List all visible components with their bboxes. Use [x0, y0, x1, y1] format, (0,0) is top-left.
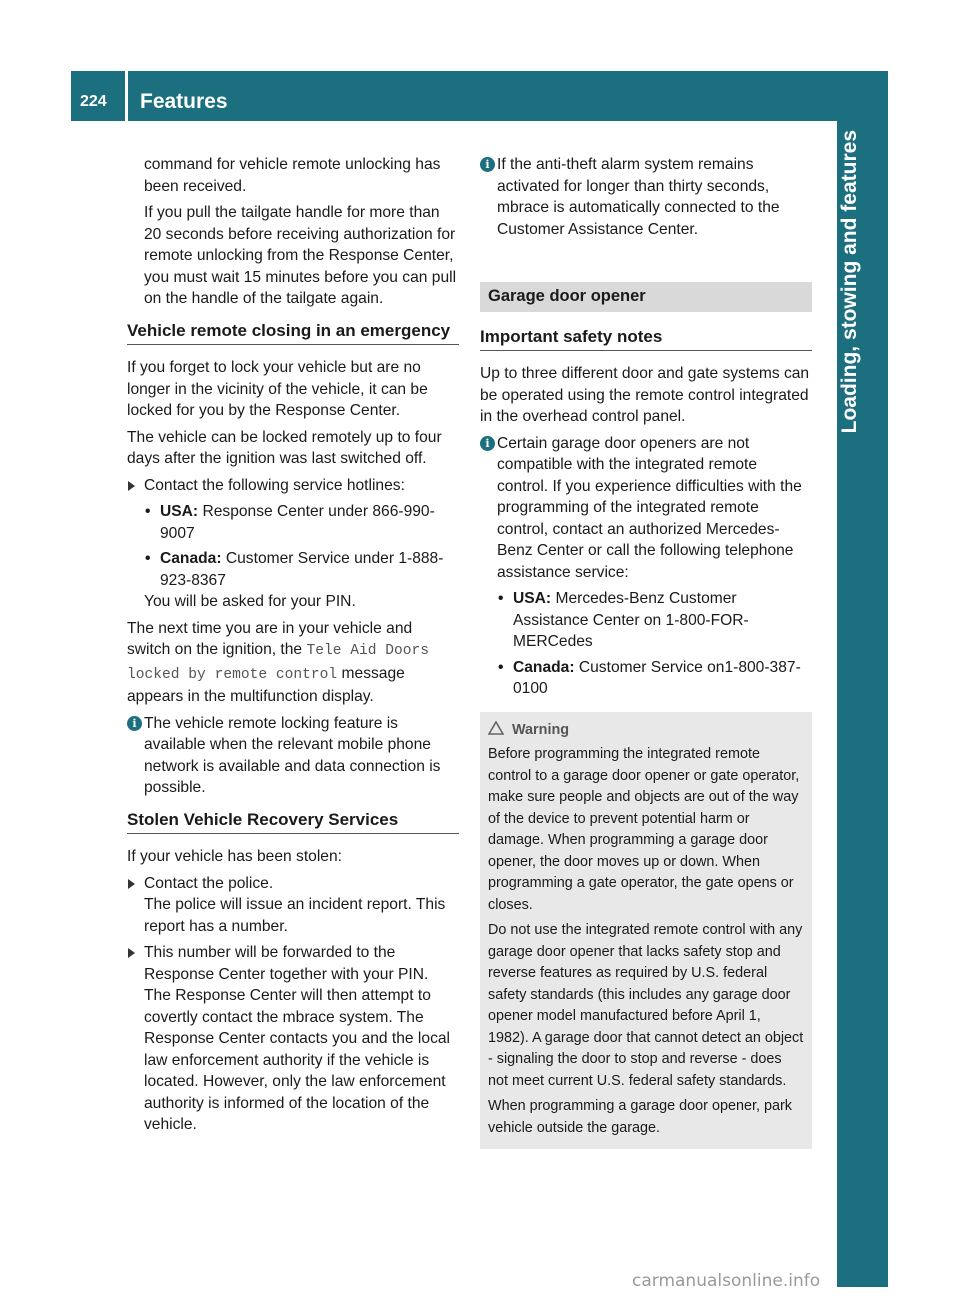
warning-paragraph: Do not use the integrated remote control with any garage door opener that lacks safety stop and reverse features as required by U.S. federal safety standards (this includes any garage door opener model manufactured before April 1, 1982). A garage door that cannot detect an object - signaling the door to stop and reverse - does not meet current U.S. federal safety standards.: [488, 922, 804, 1089]
heading-safety-notes: Important safety notes: [480, 326, 812, 352]
bullet-icon: •: [498, 590, 504, 607]
warning-paragraph: When programming a garage door opener, park vehicle outside the garage.: [488, 1098, 792, 1136]
info-note: i If the anti-theft alarm system remains activated for longer than thirty seconds, mbrace is automatically connected to the Customer Assistance Center.: [480, 154, 812, 240]
paragraph: If you pull the tailgate handle for more than 20 seconds before receiving authorization for remote unlocking from the Response Center, you must wait 15 minutes before you can pull on the handle of the tailgate again.: [144, 204, 457, 307]
info-icon: i: [127, 716, 142, 731]
step-arrow-icon: [128, 948, 135, 958]
left-column: [127, 154, 459, 1141]
list-item: • USA: Mercedes-Benz Customer Assistance Center on 1-800-FOR-MERCedes: [498, 590, 749, 650]
paragraph: If your vehicle has been stolen:: [127, 848, 342, 865]
header-divider: [125, 71, 128, 121]
right-column: [480, 154, 812, 1149]
paragraph: You will be asked for your PIN.: [144, 593, 356, 610]
paragraph: The vehicle can be locked remotely up to four days after the ignition was last switched off.: [127, 428, 442, 467]
list-item: • Canada: Customer Service under 1-888-923-8367: [145, 550, 444, 589]
display-message: Tele Aid Doors locked by remote control: [127, 643, 430, 683]
step-arrow-icon: [128, 481, 135, 491]
paragraph: If you forget to lock your vehicle but are no longer in the vicinity of the vehicle, it can be locked for you by the Response Center.: [127, 359, 428, 419]
step-arrow-icon: [128, 879, 135, 889]
step-item: Contact the following service hotlines:: [127, 475, 459, 497]
warning-box: [480, 712, 812, 1150]
section-title: Features: [140, 90, 228, 113]
list-item: • Canada: Customer Service on1-800-387-0100: [498, 658, 801, 697]
info-note: i The vehicle remote locking feature is available when the relevant mobile phone network is available and data connection is possible.: [127, 713, 459, 799]
side-tab-label: Loading, stowing and features: [838, 130, 861, 434]
paragraph: command for vehicle remote unlocking has been received.: [144, 156, 441, 195]
heading-remote-closing: Vehicle remote closing in an emergency: [127, 320, 459, 346]
step-item: Contact the police. The police will issue an incident report. This report has a number.: [127, 873, 459, 938]
paragraph: The next time you are in your vehicle and switch on the ignition, the Tele Aid Doors locked by remote control message appears in the multifunction display.: [127, 619, 430, 705]
bullet-icon: •: [145, 503, 151, 520]
step-item: This number will be forwarded to the Response Center together with your PIN. The Response Center will then attempt to covertly contact the mbrace system. The Response Center contacts you and the local law enforcement authority if the vehicle is located. However, only the law enforcement authority is informed of the location of the vehicle.: [127, 942, 459, 1136]
watermark: carmanualsonline.info: [632, 1271, 821, 1291]
info-note: i Certain garage door openers are not compatible with the integrated remote control. If you experience difficulties with the programming of the integrated remote control, contact an authorized Mercedes-Benz Center or call the following telephone assistance service:: [480, 433, 812, 584]
bullet-icon: •: [145, 550, 151, 567]
list-item: • USA: Response Center under 866-990-9007: [145, 503, 435, 542]
warning-paragraph: Before programming the integrated remote control to a garage door opener or gate operator, make sure people and objects are out of the way of the device to prevent potential harm or damage. When programming a garage door opener, the door moves up or down. When programming a gate operator, the gate opens or closes.: [488, 746, 800, 913]
info-icon: i: [480, 157, 495, 172]
warning-triangle-icon: [488, 720, 504, 742]
heading-garage-door-opener: Garage door opener: [480, 282, 812, 312]
warning-title: Warning: [488, 720, 804, 742]
info-icon: i: [480, 436, 495, 451]
bullet-icon: •: [498, 658, 504, 676]
page-number: 224: [80, 93, 107, 110]
paragraph: Up to three different door and gate systems can be operated using the remote control integrated in the overhead control panel.: [480, 365, 810, 425]
heading-stolen-vehicle: Stolen Vehicle Recovery Services: [127, 809, 459, 835]
